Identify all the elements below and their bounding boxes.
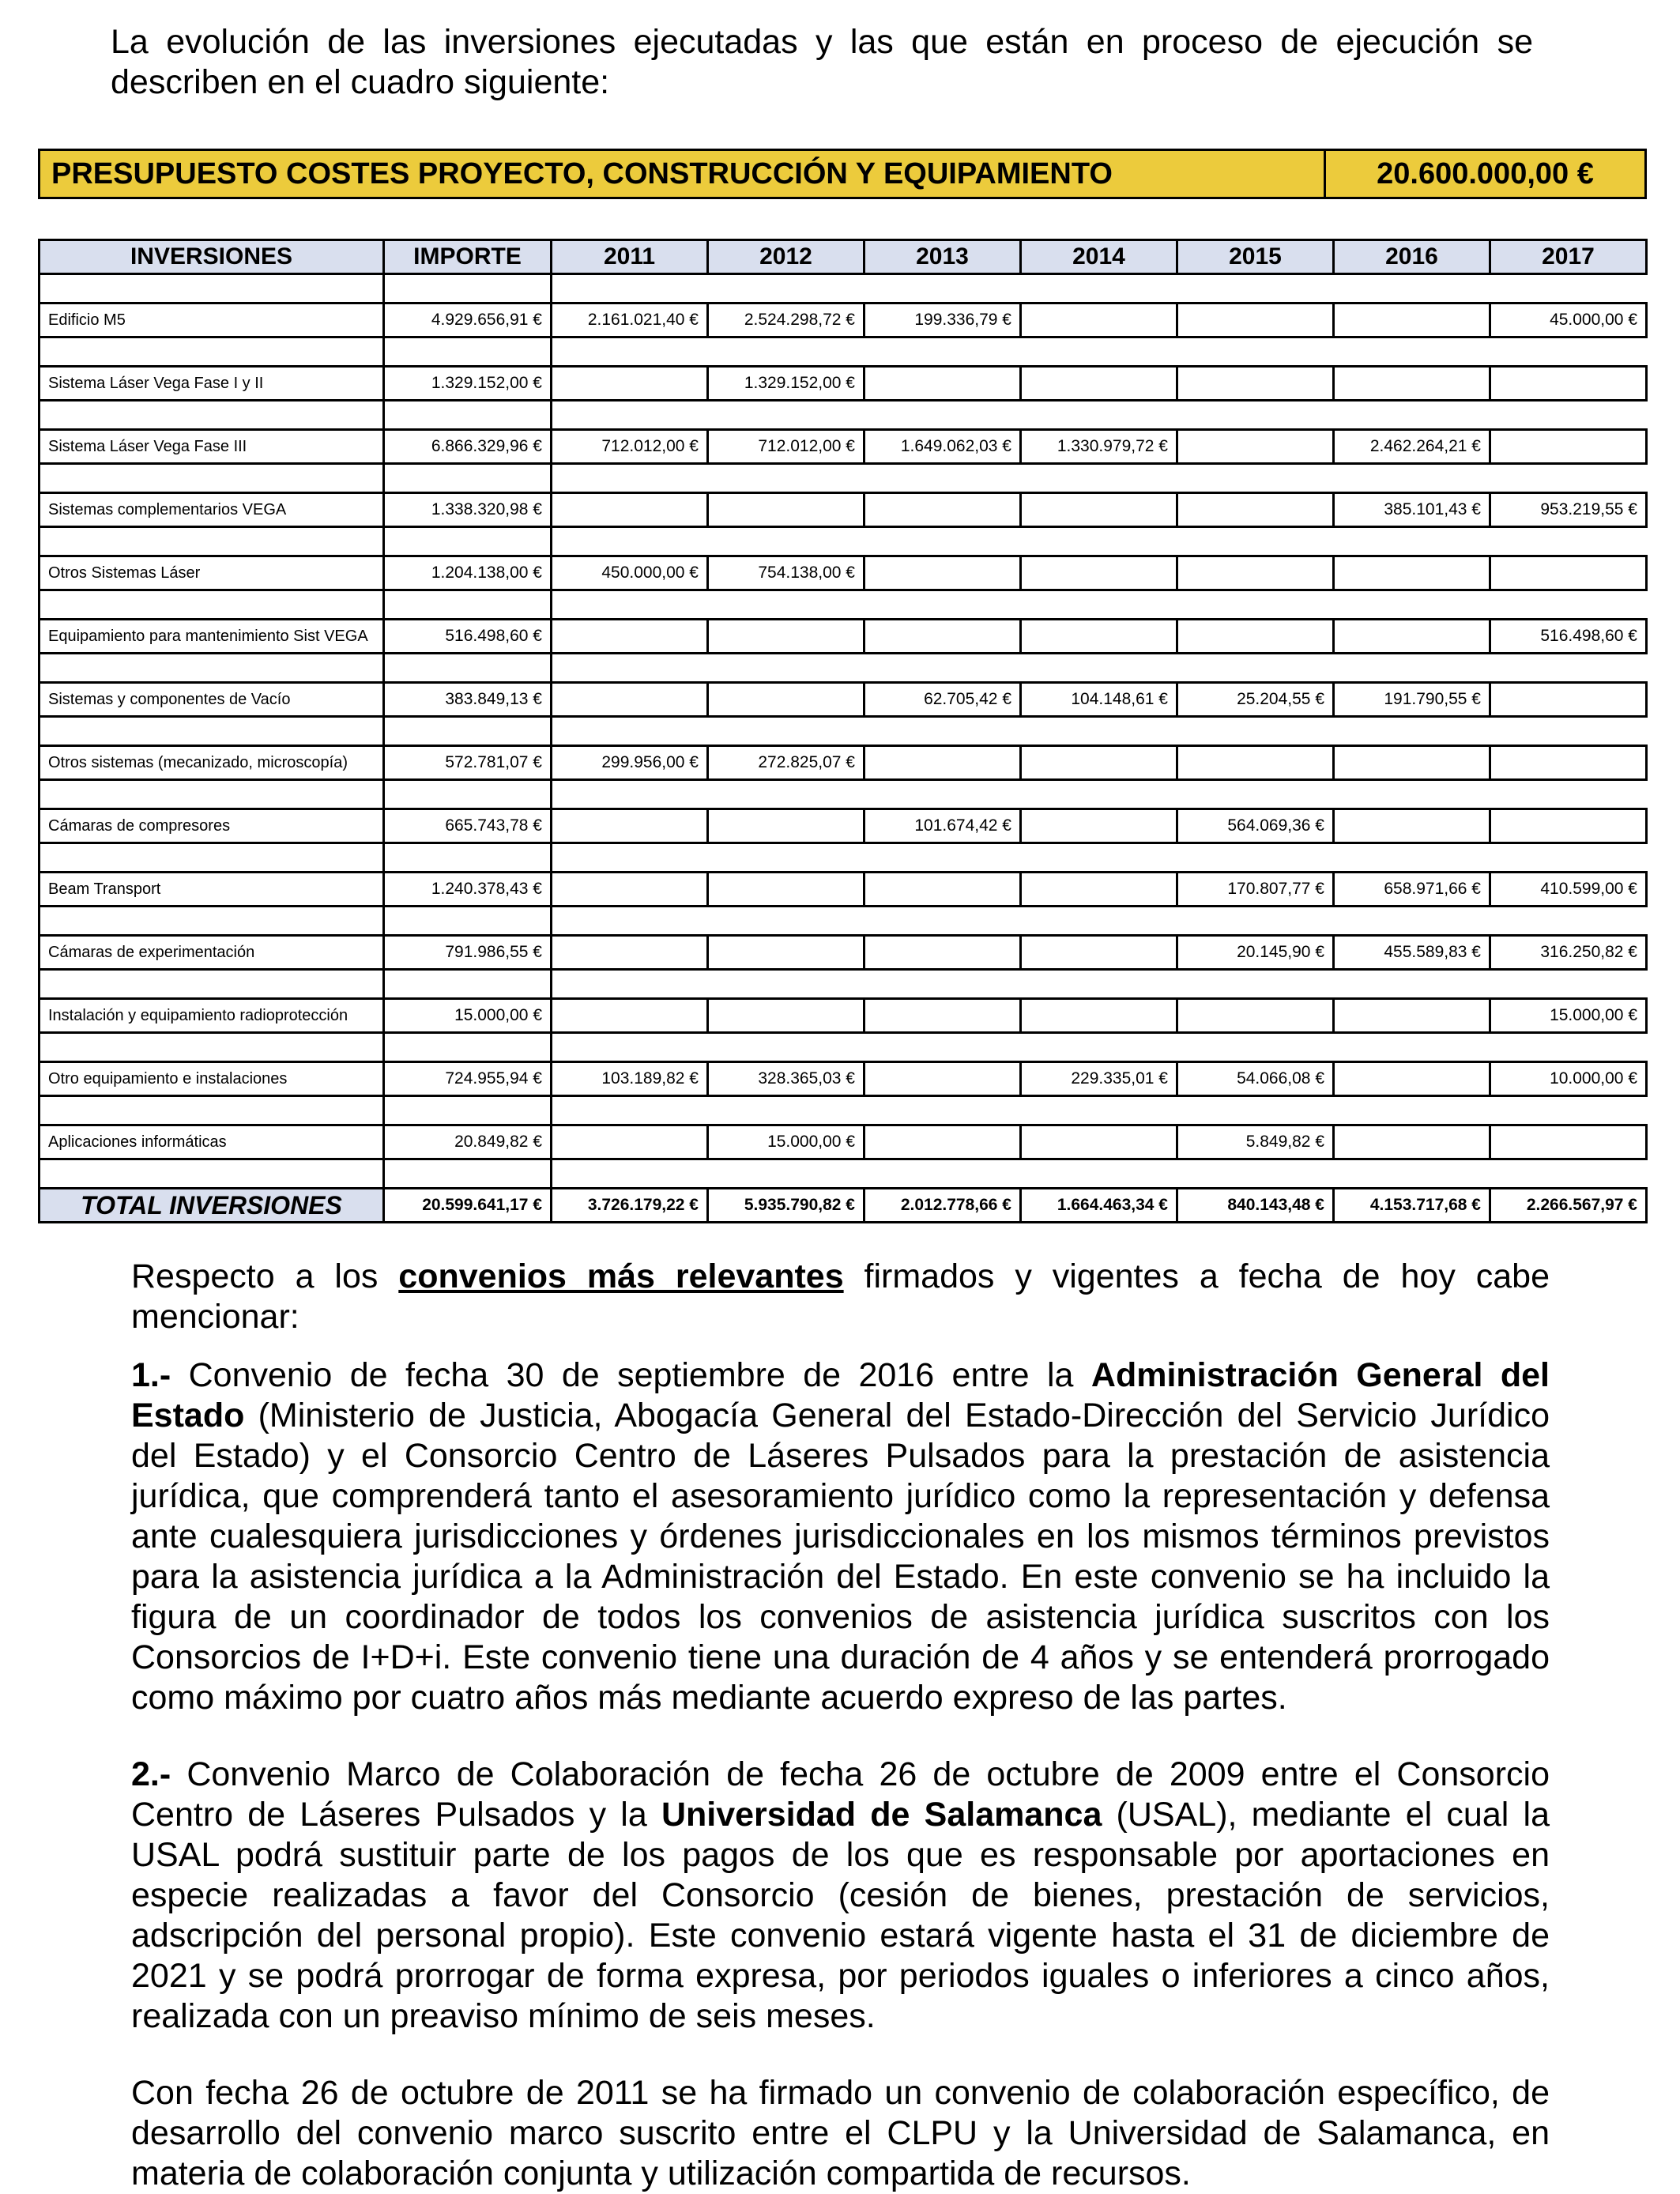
spacer-cell — [40, 1033, 384, 1062]
table-body — [40, 274, 1647, 1223]
spacer-cell — [40, 780, 384, 809]
amount-total-cell: 383.849,13 € — [384, 683, 552, 717]
amount-year-cell: 272.825,07 € — [708, 746, 864, 780]
table-spacer-row — [40, 401, 1647, 430]
spacer-cell — [384, 464, 552, 493]
table-spacer-row — [40, 590, 1647, 620]
amount-year-cell: 5.849,82 € — [1177, 1125, 1334, 1159]
budget-label: PRESUPUESTO COSTES PROYECTO, CONSTRUCCIÓN Y EQUIPAMIENTO — [40, 151, 1326, 197]
spacer-cell — [384, 970, 552, 999]
convenio-2-text-a: Convenio Marco de Colaboración de fecha 26 de octubre de 2009 entre el Consorcio Centro de Láseres Pulsados y la — [131, 1755, 1550, 1834]
spacer-cell — [384, 337, 552, 367]
amount-year-cell: 2.012.778,66 € — [864, 1189, 1021, 1223]
amount-year-cell: 25.204,55 € — [1177, 683, 1334, 717]
spacer-cell — [384, 907, 552, 936]
spacer-cell — [552, 843, 1647, 873]
amount-total-cell: 791.986,55 € — [384, 936, 552, 970]
amount-year-cell — [864, 556, 1021, 590]
convenios-intro-pre: Respecto a los — [131, 1257, 399, 1295]
amount-year-cell: 54.066,08 € — [1177, 1062, 1334, 1096]
spacer-cell — [384, 717, 552, 746]
amount-year-cell: 410.599,00 € — [1490, 873, 1647, 907]
row-label: TOTAL INVERSIONES — [40, 1189, 384, 1223]
convenio-2-party: Universidad de Salamanca — [661, 1796, 1102, 1834]
table-row — [40, 556, 1647, 590]
amount-total-cell: 4.929.656,91 € — [384, 303, 552, 337]
amount-year-cell — [552, 683, 708, 717]
amount-year-cell — [864, 1125, 1021, 1159]
spacer-cell — [384, 654, 552, 683]
amount-year-cell — [1021, 746, 1177, 780]
table-row — [40, 936, 1647, 970]
header-2012: 2012 — [708, 240, 864, 274]
amount-year-cell — [1021, 303, 1177, 337]
header-2017: 2017 — [1490, 240, 1647, 274]
row-label: Equipamiento para mantenimiento Sist VEGA — [40, 620, 384, 654]
amount-year-cell — [1177, 746, 1334, 780]
amount-total-cell: 665.743,78 € — [384, 809, 552, 843]
amount-year-cell — [1021, 809, 1177, 843]
header-inversiones: INVERSIONES — [40, 240, 384, 274]
investments-table — [38, 239, 1648, 1223]
amount-total-cell: 1.338.320,98 € — [384, 493, 552, 527]
amount-year-cell: 316.250,82 € — [1490, 936, 1647, 970]
row-label: Aplicaciones informáticas — [40, 1125, 384, 1159]
spacer-cell — [40, 401, 384, 430]
table-spacer-row — [40, 907, 1647, 936]
amount-total-cell: 516.498,60 € — [384, 620, 552, 654]
amount-year-cell: 62.705,42 € — [864, 683, 1021, 717]
spacer-cell — [40, 1159, 384, 1189]
spacer-cell — [40, 337, 384, 367]
header-2013: 2013 — [864, 240, 1021, 274]
table-row — [40, 430, 1647, 464]
header-importe: IMPORTE — [384, 240, 552, 274]
table-row — [40, 809, 1647, 843]
amount-year-cell — [864, 746, 1021, 780]
header-2016: 2016 — [1334, 240, 1490, 274]
amount-year-cell — [708, 809, 864, 843]
header-2015: 2015 — [1177, 240, 1334, 274]
amount-year-cell: 953.219,55 € — [1490, 493, 1647, 527]
amount-year-cell — [1021, 556, 1177, 590]
amount-year-cell: 516.498,60 € — [1490, 620, 1647, 654]
amount-year-cell: 450.000,00 € — [552, 556, 708, 590]
spacer-cell — [40, 907, 384, 936]
amount-year-cell — [1490, 1125, 1647, 1159]
amount-year-cell: 840.143,48 € — [1177, 1189, 1334, 1223]
amount-year-cell — [552, 809, 708, 843]
amount-year-cell: 754.138,00 € — [708, 556, 864, 590]
row-label: Edificio M5 — [40, 303, 384, 337]
amount-year-cell — [1177, 620, 1334, 654]
amount-year-cell — [1490, 746, 1647, 780]
row-label: Sistema Láser Vega Fase III — [40, 430, 384, 464]
amount-year-cell: 45.000,00 € — [1490, 303, 1647, 337]
table-row — [40, 1125, 1647, 1159]
convenio-1-text-a: Convenio de fecha 30 de septiembre de 2016 entre la — [171, 1356, 1091, 1394]
amount-year-cell — [552, 936, 708, 970]
spacer-cell — [40, 1096, 384, 1125]
spacer-cell — [552, 654, 1647, 683]
amount-year-cell — [1177, 999, 1334, 1033]
amount-year-cell — [552, 999, 708, 1033]
amount-total-cell: 20.849,82 € — [384, 1125, 552, 1159]
amount-year-cell — [1021, 1125, 1177, 1159]
table-spacer-row — [40, 464, 1647, 493]
spacer-cell — [384, 1159, 552, 1189]
amount-year-cell — [864, 999, 1021, 1033]
amount-year-cell — [708, 683, 864, 717]
spacer-cell — [384, 1033, 552, 1062]
amount-year-cell: 4.153.717,68 € — [1334, 1189, 1490, 1223]
amount-year-cell: 1.649.062,03 € — [864, 430, 1021, 464]
spacer-cell — [552, 1159, 1647, 1189]
amount-year-cell — [1334, 367, 1490, 401]
amount-year-cell — [864, 936, 1021, 970]
row-label: Beam Transport — [40, 873, 384, 907]
amount-year-cell — [708, 873, 864, 907]
row-label: Instalación y equipamiento radioprotección — [40, 999, 384, 1033]
amount-year-cell — [552, 873, 708, 907]
amount-year-cell — [1177, 556, 1334, 590]
amount-year-cell: 2.266.567,97 € — [1490, 1189, 1647, 1223]
table-spacer-row — [40, 843, 1647, 873]
amount-year-cell — [1490, 367, 1647, 401]
spacer-cell — [40, 590, 384, 620]
amount-year-cell: 299.956,00 € — [552, 746, 708, 780]
spacer-cell — [552, 337, 1647, 367]
spacer-cell — [552, 717, 1647, 746]
amount-year-cell: 385.101,43 € — [1334, 493, 1490, 527]
spacer-cell — [552, 401, 1647, 430]
amount-year-cell — [1490, 430, 1647, 464]
table-row — [40, 683, 1647, 717]
spacer-cell — [552, 907, 1647, 936]
budget-banner — [38, 149, 1647, 199]
amount-year-cell — [708, 620, 864, 654]
spacer-cell — [552, 1033, 1647, 1062]
amount-year-cell: 1.664.463,34 € — [1021, 1189, 1177, 1223]
amount-year-cell: 10.000,00 € — [1490, 1062, 1647, 1096]
table-row — [40, 620, 1647, 654]
amount-year-cell — [1334, 556, 1490, 590]
amount-year-cell — [708, 936, 864, 970]
amount-total-cell: 1.329.152,00 € — [384, 367, 552, 401]
table-row — [40, 999, 1647, 1033]
amount-year-cell: 170.807,77 € — [1177, 873, 1334, 907]
amount-year-cell — [1021, 367, 1177, 401]
amount-year-cell — [1490, 556, 1647, 590]
amount-year-cell — [1021, 620, 1177, 654]
amount-year-cell: 328.365,03 € — [708, 1062, 864, 1096]
amount-year-cell: 15.000,00 € — [1490, 999, 1647, 1033]
table-row — [40, 303, 1647, 337]
amount-year-cell — [1334, 746, 1490, 780]
row-label: Otro equipamiento e instalaciones — [40, 1062, 384, 1096]
table-spacer-row — [40, 654, 1647, 683]
spacer-cell — [552, 780, 1647, 809]
amount-year-cell — [1334, 303, 1490, 337]
amount-year-cell: 455.589,83 € — [1334, 936, 1490, 970]
budget-value: 20.600.000,00 € — [1377, 156, 1594, 190]
amount-year-cell — [864, 1062, 1021, 1096]
amount-total-cell: 20.599.641,17 € — [384, 1189, 552, 1223]
amount-year-cell — [1334, 1125, 1490, 1159]
amount-total-cell: 1.204.138,00 € — [384, 556, 552, 590]
amount-year-cell: 712.012,00 € — [708, 430, 864, 464]
convenio-2-text-b: (USAL), mediante el cual la USAL podrá sustituir parte de los pagos de los que es responsable por aportaciones en especie realizadas a favor del Consorcio (cesión de bienes, prestación de servicios, adscripción del personal propio). Este convenio estará vigente hasta el 31 de diciembre de 2021 y se podrá prorrogar de forma expresa, por periodos iguales o inferiores a cinco años, realizada con un preaviso mínimo de seis meses. — [131, 1796, 1550, 2035]
amount-year-cell: 104.148,61 € — [1021, 683, 1177, 717]
amount-year-cell — [1021, 493, 1177, 527]
amount-year-cell: 2.462.264,21 € — [1334, 430, 1490, 464]
amount-year-cell — [1021, 999, 1177, 1033]
row-label: Cámaras de compresores — [40, 809, 384, 843]
amount-year-cell: 564.069,36 € — [1177, 809, 1334, 843]
amount-year-cell — [1334, 809, 1490, 843]
amount-year-cell — [1021, 873, 1177, 907]
table-spacer-row — [40, 717, 1647, 746]
amount-year-cell: 229.335,01 € — [1021, 1062, 1177, 1096]
amount-year-cell — [1021, 936, 1177, 970]
spacer-cell — [40, 717, 384, 746]
spacer-cell — [40, 843, 384, 873]
convenio-1-text-b: (Ministerio de Justicia, Abogacía General del Estado-Dirección del Servicio Jurídico del Estado) y el Consorcio Centro de Láseres Pulsados para la prestación de asistencia jurídica, que comprenderá tanto el asesoramiento jurídico como la representación y defensa ante cualesquiera jurisdicciones y órdenes jurisdiccionales en los mismos términos previstos para la asistencia jurídica a la Administración del Estado. En este convenio se ha incluido la figura de un coordinador de todos los convenios de asistencia jurídica suscritos con los Consorcios de I+D+i. Este convenio tiene una duración de 4 años y se entenderá prorrogado como máximo por cuatro años más mediante acuerdo expreso de las partes. — [131, 1397, 1550, 1717]
table-spacer-row — [40, 970, 1647, 999]
table-spacer-row — [40, 337, 1647, 367]
convenio-2-number: 2.- — [131, 1755, 171, 1793]
spacer-cell — [40, 274, 384, 303]
spacer-cell — [552, 970, 1647, 999]
amount-year-cell: 5.935.790,82 € — [708, 1189, 864, 1223]
amount-year-cell — [1490, 809, 1647, 843]
header-2014: 2014 — [1021, 240, 1177, 274]
amount-year-cell — [1177, 367, 1334, 401]
table-row — [40, 493, 1647, 527]
spacer-cell — [384, 590, 552, 620]
amount-year-cell: 2.161.021,40 € — [552, 303, 708, 337]
row-label: Sistemas y componentes de Vacío — [40, 683, 384, 717]
amount-year-cell — [552, 1125, 708, 1159]
amount-year-cell: 2.524.298,72 € — [708, 303, 864, 337]
spacer-cell — [552, 464, 1647, 493]
table-spacer-row — [40, 527, 1647, 556]
amount-year-cell — [1490, 683, 1647, 717]
spacer-cell — [384, 527, 552, 556]
amount-year-cell — [864, 873, 1021, 907]
convenio-1-party: Administración General del Estado — [131, 1356, 1550, 1434]
spacer-cell — [384, 780, 552, 809]
amount-total-cell: 1.240.378,43 € — [384, 873, 552, 907]
row-label: Cámaras de experimentación — [40, 936, 384, 970]
convenio-1-number: 1.- — [131, 1356, 171, 1394]
table-total-row — [40, 1189, 1647, 1223]
amount-year-cell — [864, 493, 1021, 527]
amount-year-cell — [552, 367, 708, 401]
amount-total-cell: 572.781,07 € — [384, 746, 552, 780]
convenio-1-paragraph — [131, 1355, 1550, 1718]
table-spacer-row — [40, 274, 1647, 303]
table-row — [40, 746, 1647, 780]
amount-year-cell: 103.189,82 € — [552, 1062, 708, 1096]
convenio-2-paragraph — [131, 1755, 1550, 2037]
amount-year-cell: 3.726.179,22 € — [552, 1189, 708, 1223]
amount-year-cell: 15.000,00 € — [708, 1125, 864, 1159]
row-label: Sistemas complementarios VEGA — [40, 493, 384, 527]
spacer-cell — [384, 843, 552, 873]
amount-total-cell: 15.000,00 € — [384, 999, 552, 1033]
convenios-intro-emphasis: convenios más relevantes — [398, 1257, 844, 1295]
row-label: Otros sistemas (mecanizado, microscopía) — [40, 746, 384, 780]
spacer-cell — [40, 970, 384, 999]
spacer-cell — [40, 654, 384, 683]
header-2011: 2011 — [552, 240, 708, 274]
amount-year-cell — [552, 620, 708, 654]
table-spacer-row — [40, 1033, 1647, 1062]
amount-year-cell — [708, 493, 864, 527]
spacer-cell — [384, 401, 552, 430]
convenios-intro — [131, 1257, 1550, 1337]
spacer-cell — [552, 274, 1647, 303]
row-label: Sistema Láser Vega Fase I y II — [40, 367, 384, 401]
spacer-cell — [552, 1096, 1647, 1125]
intro-paragraph: La evolución de las inversiones ejecutadas y las que están en proceso de ejecución se describen en el cuadro siguiente: — [111, 23, 1533, 101]
spacer-cell — [384, 274, 552, 303]
amount-year-cell — [864, 367, 1021, 401]
table-spacer-row — [40, 1096, 1647, 1125]
table-row — [40, 1062, 1647, 1096]
spacer-cell — [552, 590, 1647, 620]
spacer-cell — [384, 1096, 552, 1125]
amount-year-cell: 658.971,66 € — [1334, 873, 1490, 907]
amount-year-cell — [864, 620, 1021, 654]
row-label: Otros Sistemas Láser — [40, 556, 384, 590]
amount-year-cell — [1334, 999, 1490, 1033]
amount-year-cell — [1177, 303, 1334, 337]
table-spacer-row — [40, 1159, 1647, 1189]
spacer-cell — [40, 527, 384, 556]
amount-year-cell: 1.330.979,72 € — [1021, 430, 1177, 464]
amount-year-cell — [1177, 493, 1334, 527]
amount-year-cell — [1177, 430, 1334, 464]
amount-year-cell — [1334, 1062, 1490, 1096]
amount-year-cell — [552, 493, 708, 527]
spacer-cell — [552, 527, 1647, 556]
amount-total-cell: 6.866.329,96 € — [384, 430, 552, 464]
table-row — [40, 367, 1647, 401]
amount-year-cell: 191.790,55 € — [1334, 683, 1490, 717]
amount-year-cell: 1.329.152,00 € — [708, 367, 864, 401]
convenios-intro-post: firmados y vigentes a fecha de hoy cabe mencionar: — [131, 1257, 1550, 1336]
amount-year-cell: 199.336,79 € — [864, 303, 1021, 337]
table-spacer-row — [40, 780, 1647, 809]
amount-year-cell: 101.674,42 € — [864, 809, 1021, 843]
amount-year-cell: 712.012,00 € — [552, 430, 708, 464]
amount-year-cell — [1334, 620, 1490, 654]
closing-paragraph: Con fecha 26 de octubre de 2011 se ha firmado un convenio de colaboración específico, de desarrollo del convenio marco suscrito entre el CLPU y la Universidad de Salamanca, en materia de colaboración conjunta y utilización compartida de recursos. — [131, 2074, 1550, 2192]
spacer-cell — [40, 464, 384, 493]
amount-total-cell: 724.955,94 € — [384, 1062, 552, 1096]
amount-year-cell — [708, 999, 864, 1033]
table-header-row — [40, 240, 1647, 274]
table-row — [40, 873, 1647, 907]
amount-year-cell: 20.145,90 € — [1177, 936, 1334, 970]
